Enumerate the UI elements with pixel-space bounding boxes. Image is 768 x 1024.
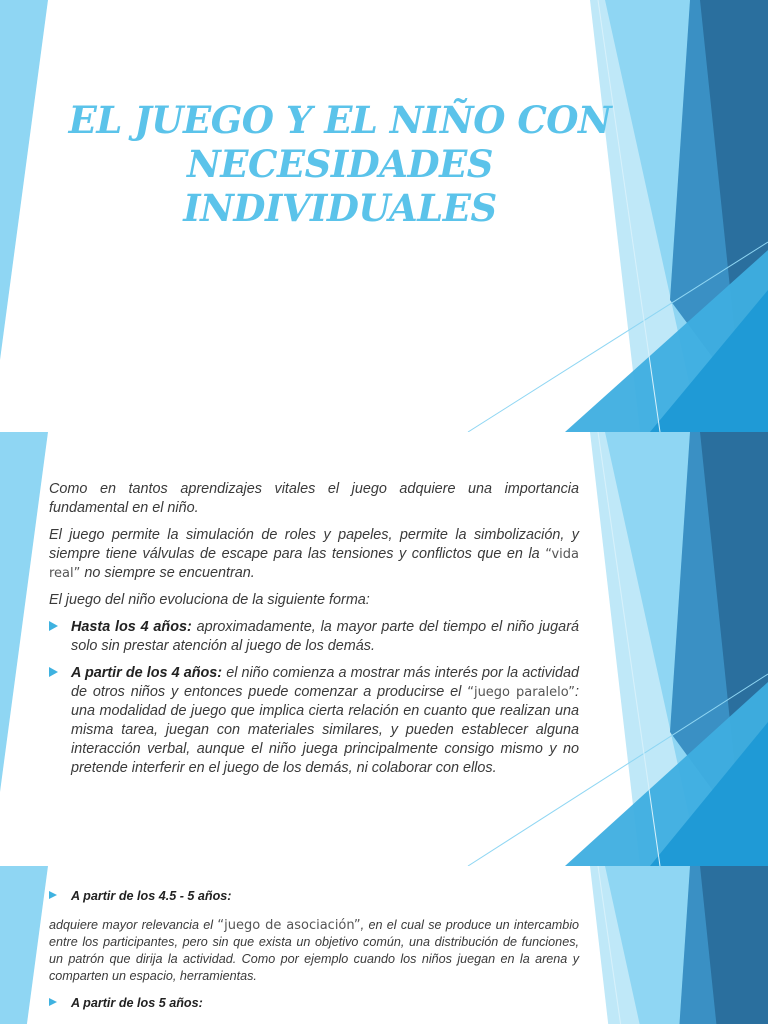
quoted-term: “vida real” [49, 547, 579, 581]
bullet-label: Hasta los 4 años: [71, 619, 192, 635]
bullet-arrow-icon [49, 621, 58, 631]
slide-content-2 [0, 866, 768, 1024]
quoted-term: “juego paralelo” [467, 685, 575, 700]
slide-body [49, 480, 579, 786]
slide-title [0, 0, 768, 432]
bullet-label: A partir de los 5 años: [71, 996, 203, 1010]
bullet-text: aproximadamente, la mayor parte del tiempo el niño jugará solo sin prestar atención al juego de los demás. [71, 619, 579, 654]
bullet-text: : una modalidad de juego que implica cierta relación en cuanto que realizan una misma tarea, juegan con materiales similares, y pueden establecer alguna interacción verbal, aunque el niño juega principalmente consigo mismo y no pretende interferir en el juego de los demás, ni colaborar con ellos. [71, 684, 579, 776]
paragraph-intro: Como en tantos aprendizajes vitales el juego adquiere una importancia fundamental en el niño. [49, 481, 579, 516]
slide-body [49, 888, 579, 1012]
bullet-item [49, 888, 579, 905]
bullet-item [49, 618, 579, 656]
title-line-3: INDIVIDUALES [183, 186, 497, 230]
paragraph-simulation [49, 526, 579, 583]
bullet-label: A partir de los 4.5 - 5 años: [71, 889, 232, 903]
bullet-item [49, 664, 579, 778]
bullet-arrow-icon [49, 891, 57, 899]
slide-title-text [60, 98, 620, 230]
paragraph-text: adquiere mayor relevancia el [49, 918, 218, 932]
bullet-arrow-icon [49, 667, 58, 677]
quoted-term: “juego de asociación” [217, 918, 361, 933]
bullet-item [49, 995, 579, 1012]
bullet-label: A partir de los 4 años: [71, 665, 223, 681]
paragraph-association [49, 917, 579, 985]
paragraph-evolution: El juego del niño evoluciona de la siguiente forma: [49, 592, 370, 608]
title-line-2: NECESIDADES [186, 142, 493, 186]
bullet-text: el niño comienza a mostrar más interés por la actividad de otros niños y entonces puede comenzar a producirse el [71, 665, 579, 700]
bullet-arrow-icon [49, 998, 57, 1006]
paragraph-text: , en el cual se produce un intercambio entre los participantes, pero sin que exista un objetivo común, una distribución de funciones, un patrón que dirija la actividad. Como por ejemplo cuando los niños juegan en la arena y comparten un espacio, herramientas. [49, 918, 579, 983]
slide-content-1 [0, 432, 768, 866]
title-line-1: EL JUEGO Y EL NIÑO CON [68, 98, 612, 142]
paragraph-text: no siempre se encuentran. [80, 565, 255, 581]
paragraph-text: El juego permite la simulación de roles y papeles, permite la simbolización, y siempre tiene válvulas de escape para las tensiones y conflictos que en la [49, 527, 579, 562]
